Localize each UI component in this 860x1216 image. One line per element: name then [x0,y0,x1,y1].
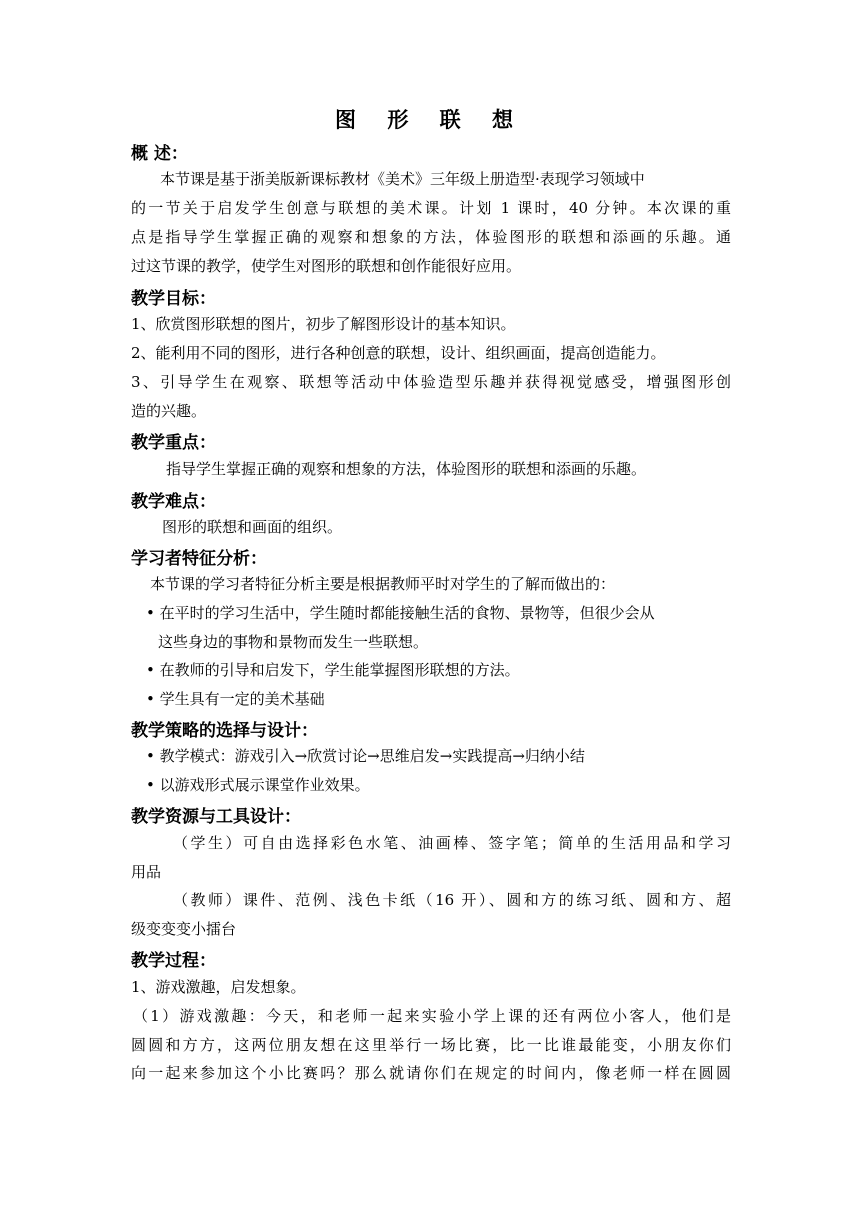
key-points-line-1: 指导学生掌握正确的观察和想象的方法，体验图形的联想和添画的乐趣。 [166,460,647,478]
resources-line-2: 用品 [131,863,162,881]
strategy-heading: 教学策略的选择与设计： [131,721,318,741]
goals-heading: 教学目标： [131,289,216,309]
learners-line-5: • 学生具有一定的美术基础 [146,690,325,708]
resources-line-3: （教师）课件、范例、浅色卡纸（16 开）、圆和方的练习纸、圆和方、超 [173,891,731,909]
learners-heading: 学习者特征分析： [131,549,267,569]
overview-line-4: 过这节课的教学，使学生对图形的联想和创作能很好应用。 [131,257,522,275]
strategy-line-2: • 以游戏形式展示课堂作业效果。 [146,776,370,794]
process-line-1: 1、游戏激趣，启发想象。 [131,978,306,996]
process-heading: 教学过程： [131,951,216,971]
key-points-heading: 教学重点： [131,433,216,453]
resources-line-1: （学生）可自由选择彩色水笔、油画棒、签字笔；简单的生活用品和学习 [173,834,731,852]
goals-line-2: 2、能利用不同的图形，进行各种创意的联想，设计、组织画面，提高创造能力。 [131,344,666,362]
learners-line-1: 本节课的学习者特征分析主要是根据教师平时对学生的了解而做出的： [150,575,616,593]
resources-line-4: 级变变变小擂台 [131,920,237,938]
learners-line-3: 这些身边的事物和景物而发生一些联想。 [158,633,429,651]
strategy-line-1: • 教学模式：游戏引入→欣赏讨论→思维启发→实践提高→归纳小结 [146,747,585,765]
process-line-3: 圆圆和方方，这两位朋友想在这里举行一场比赛，比一比谁最能变，小朋友你们 [131,1036,731,1054]
overview-line-1: 本节课是基于浙美版新课标教材《美术》三年级上册造型·表现学习领域中 [160,170,645,188]
process-line-2: （1）游戏激趣：今天，和老师一起来实验小学上课的还有两位小客人，他们是 [133,1007,731,1025]
goals-line-4: 造的兴趣。 [131,402,207,420]
goals-line-3: 3、引导学生在观察、联想等活动中体验造型乐趣并获得视觉感受，增强图形创 [131,373,731,391]
resources-heading: 教学资源与工具设计： [131,807,301,827]
overview-heading: 概 述： [131,144,188,164]
process-line-4: 向一起来参加这个小比赛吗？那么就请你们在规定的时间内，像老师一样在圆圆 [131,1064,731,1082]
overview-line-3: 点是指导学生掌握正确的观察和想象的方法，体验图形的联想和添画的乐趣。通 [131,228,731,246]
difficulties-line-1: 图形的联想和画面的组织。 [162,518,343,536]
overview-line-2: 的一节关于启发学生创意与联想的美术课。计划 1 课时，40 分钟。本次课的重 [131,199,731,217]
learners-line-4: • 在教师的引导和启发下，学生能掌握图形联想的方法。 [146,661,520,679]
goals-line-1: 1、欣赏图形联想的图片，初步了解图形设计的基本知识。 [131,315,516,333]
page-title: 图 形 联 想 [335,108,525,132]
difficulties-heading: 教学难点： [131,492,216,512]
learners-line-2: • 在平时的学习生活中，学生随时都能接触生活的食物、景物等，但很少会从 [146,604,655,622]
